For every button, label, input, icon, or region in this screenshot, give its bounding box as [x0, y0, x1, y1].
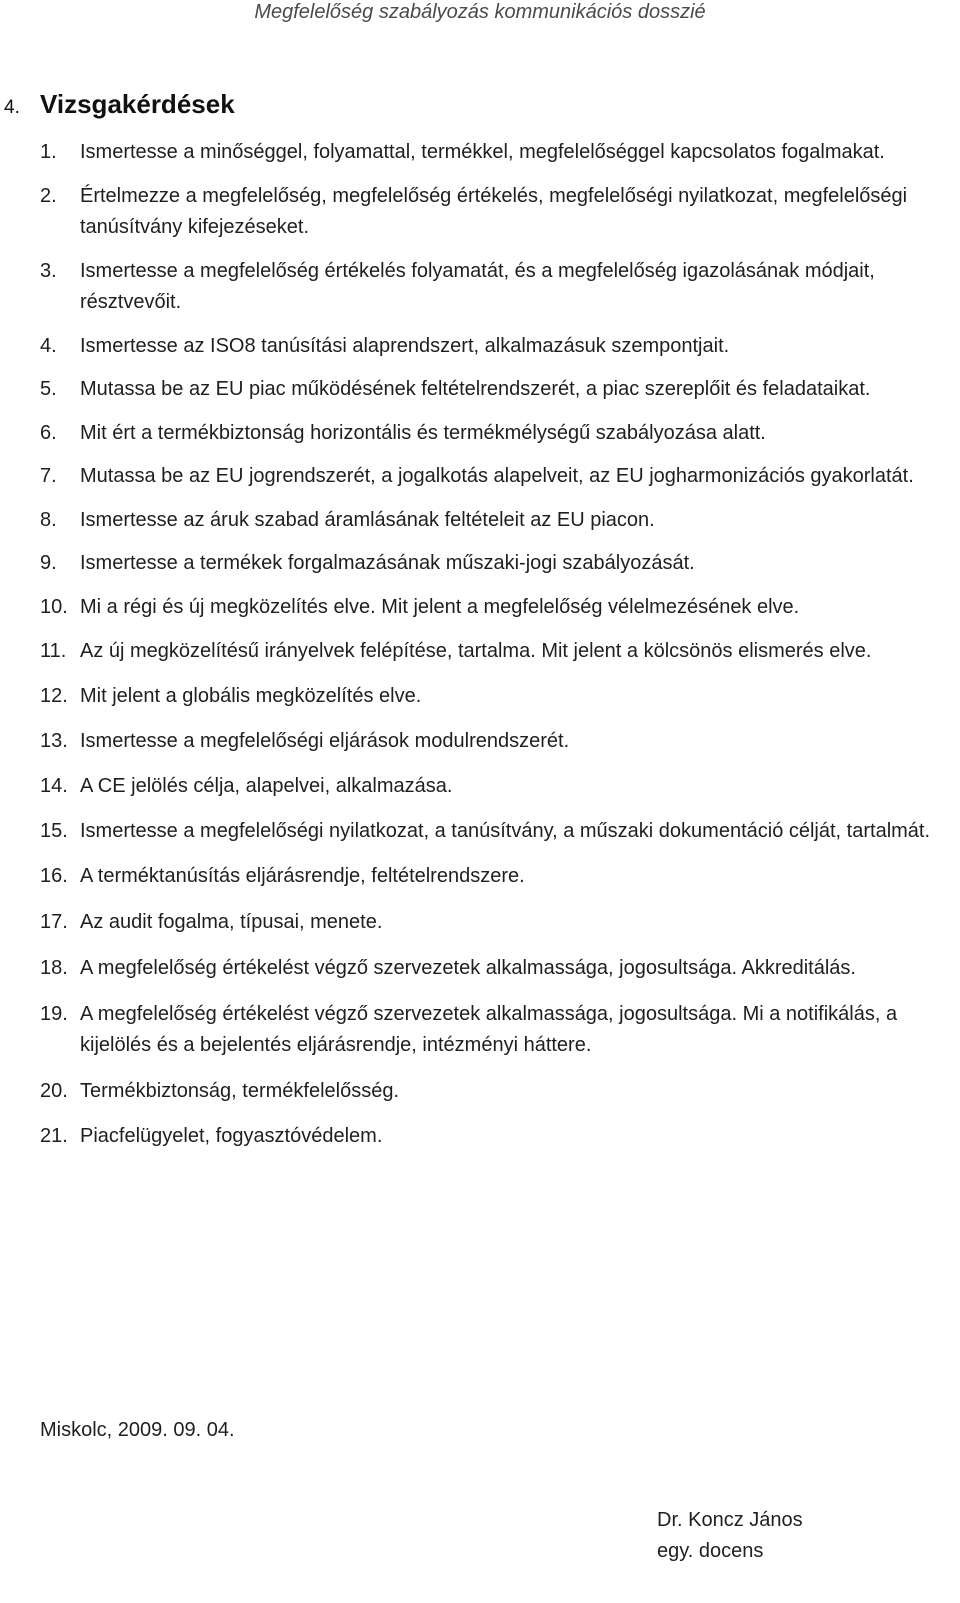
question-number: 16. [40, 865, 68, 887]
question-text: Mit ért a termékbiztonság horizontális és termékmélységű szabályozása alatt. [80, 422, 766, 444]
question-text: Ismertesse a megfelelőségi nyilatkozat, a tanúsítvány, a műszaki dokumentáció célját, tartalmát. [80, 820, 931, 842]
question-number: 17. [40, 911, 68, 933]
question-number: 3. [40, 260, 57, 282]
question-number: 8. [40, 509, 57, 531]
question-text: Ismertesse a megfelelőségi eljárások modulrendszerét. [80, 730, 570, 752]
question-number: 14. [40, 775, 68, 797]
question-text: Az új megközelítésű irányelvek felépítése, tartalma. Mit jelent a kölcsönös elismerés elve. [80, 640, 872, 662]
question-text: A megfelelőség értékelést végző szervezetek alkalmassága, jogosultsága. Akkreditálás. [80, 957, 856, 979]
question-item [0, 331, 936, 362]
signer-title: egy. docens [657, 1540, 764, 1562]
question-number: 11. [40, 640, 67, 662]
question-item [0, 548, 936, 579]
question-item [0, 816, 936, 847]
question-text: Mutassa be az EU piac működésének feltételrendszerét, a piac szereplőit és feladataikat. [80, 378, 871, 400]
question-item [0, 374, 936, 405]
question-item [0, 999, 936, 1061]
question-text: Az audit fogalma, típusai, menete. [80, 911, 383, 933]
question-number: 4. [40, 335, 57, 357]
section-heading [4, 88, 235, 124]
question-number: 5. [40, 378, 57, 400]
question-text: Ismertesse az áruk szabad áramlásának feltételeit az EU piacon. [80, 509, 655, 531]
question-item [0, 592, 936, 623]
question-text: Mutassa be az EU jogrendszerét, a jogalkotás alapelveit, az EU jogharmonizációs gyakorlatát. [80, 465, 914, 487]
question-text: Ismertesse az ISO8 tanúsítási alaprendszert, alkalmazásuk szempontjait. [80, 335, 730, 357]
question-item [0, 953, 936, 984]
question-text: A terméktanúsítás eljárásrendje, feltételrendszere. [80, 865, 525, 887]
page-header [0, 0, 960, 24]
question-number: 15. [40, 820, 68, 842]
question-text: Ismertesse a megfelelőség értékelés folyamatát, és a megfelelőség igazolásának módjait, résztvevőit. [80, 260, 875, 313]
signer-name: Dr. Koncz János [657, 1509, 803, 1531]
question-item [0, 461, 936, 492]
question-text: Termékbiztonság, termékfelelősség. [80, 1080, 400, 1102]
question-item [0, 907, 936, 938]
question-number: 19. [40, 1003, 68, 1025]
section-number: 4. [4, 97, 20, 118]
question-item [0, 1121, 936, 1152]
question-item [0, 137, 936, 168]
question-item [0, 681, 936, 712]
signature-block [657, 1505, 803, 1567]
question-number: 12. [40, 685, 68, 707]
question-number: 18. [40, 957, 68, 979]
question-text: Ismertesse a termékek forgalmazásának műszaki-jogi szabályozását. [80, 552, 695, 574]
question-item [0, 181, 936, 243]
question-number: 7. [40, 465, 57, 487]
question-number: 2. [40, 185, 57, 207]
question-number: 6. [40, 422, 57, 444]
question-item [0, 726, 936, 757]
question-text: A megfelelőség értékelést végző szervezetek alkalmassága, jogosultsága. Mi a notifikálás, a kijelölés és a bejelentés eljárásrendje, intézményi háttere. [80, 1003, 898, 1056]
question-item [0, 418, 936, 449]
question-number: 10. [40, 596, 68, 618]
question-number: 1. [40, 141, 57, 163]
question-item [0, 861, 936, 892]
question-item [0, 1076, 936, 1107]
question-text: Piacfelügyelet, fogyasztóvédelem. [80, 1125, 383, 1147]
question-list [0, 137, 960, 1152]
question-item [0, 505, 936, 536]
question-item [0, 636, 936, 667]
question-text: Mi a régi és új megközelítés elve. Mit jelent a megfelelőség vélelmezésének elve. [80, 596, 800, 618]
question-number: 9. [40, 552, 57, 574]
question-text: Mit jelent a globális megközelítés elve. [80, 685, 422, 707]
question-text: A CE jelölés célja, alapelvei, alkalmazása. [80, 775, 453, 797]
question-number: 13. [40, 730, 68, 752]
section-title: Vizsgakérdések [40, 89, 235, 119]
question-number: 20. [40, 1080, 68, 1102]
place-date: Miskolc, 2009. 09. 04. [40, 1419, 235, 1441]
question-item [0, 256, 936, 318]
question-item [0, 771, 936, 802]
question-text: Ismertesse a minőséggel, folyamattal, termékkel, megfelelőséggel kapcsolatos fogalmakat. [80, 141, 885, 163]
document-title: Megfelelőség szabályozás kommunikációs dosszié [254, 1, 706, 23]
question-number: 21. [40, 1125, 68, 1147]
question-text: Értelmezze a megfelelőség, megfelelőség értékelés, megfelelőségi nyilatkozat, megfelelőségi tanúsítvány kifejezéseket. [80, 185, 908, 238]
